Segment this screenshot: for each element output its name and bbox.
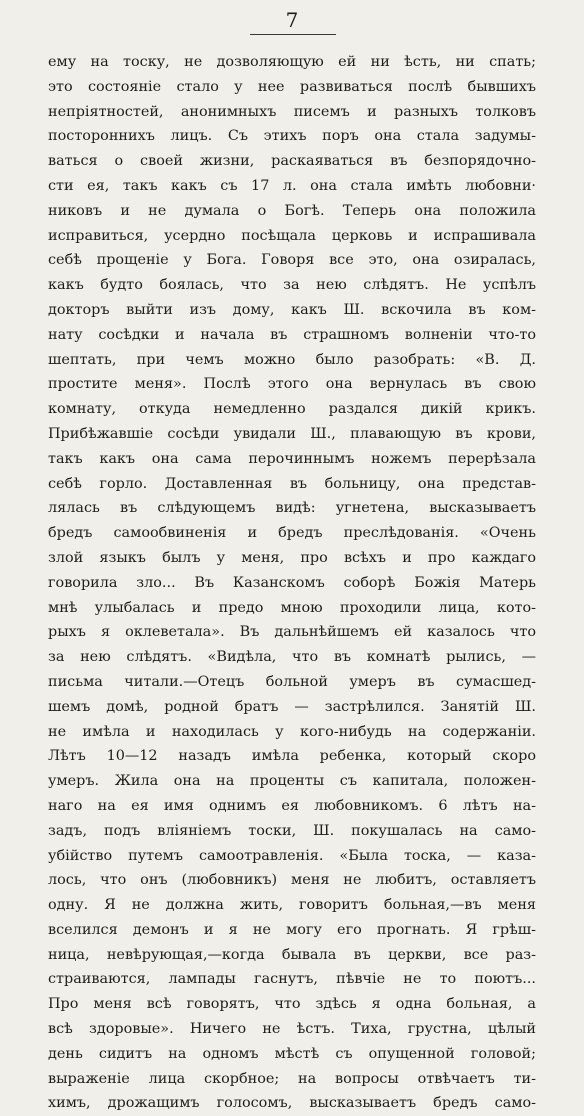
text-line: не имѣла и находилась у кого-нибудь на содержаніи. <box>48 723 536 740</box>
text-line: говорила зло... Въ Казанскомъ соборѣ Божія Матерь <box>48 574 536 591</box>
text-line: одну. Я не должна жить, говоритъ больная,—въ меня <box>48 897 536 914</box>
text-line: такъ какъ она сама перочиннымъ ножемъ перерѣзала <box>48 450 536 467</box>
text-line: себѣ горло. Доставленная въ больницу, она представ- <box>48 475 536 492</box>
text-line: за нею слѣдятъ. «Видѣла, что въ комнатѣ рылись, — <box>48 649 536 666</box>
text-line: шемъ домѣ, родной братъ — застрѣлился. Занятій Ш. <box>48 698 536 715</box>
text-line: ему на тоску, не дозволяющую ей ни ѣсть, ни спать; <box>48 54 536 70</box>
text-line: сти ея, такъ какъ съ 17 л. она стала имѣть любовни· <box>48 177 536 194</box>
text-line: докторъ выйти изъ дому, какъ Ш. вскочила въ ком- <box>48 301 536 318</box>
text-line: злой языкъ былъ у меня, про всѣхъ и про каждаго <box>48 549 536 566</box>
text-line: умеръ. Жила она на проценты съ капитала, положен- <box>48 773 536 790</box>
text-line: рыхъ я оклеветала». Въ дальнѣйшемъ ей казалось что <box>48 624 536 641</box>
text-line: вселился демонъ и я не могу его прогнать. Я грѣш- <box>48 921 536 938</box>
text-line: исправиться, усердно посѣщала церковь и испрашивала <box>48 227 536 244</box>
text-line: простите меня». Послѣ этого она вернулась въ свою <box>48 376 536 393</box>
text-line: убійство путемъ самоотравленія. «Была тоска, — каза- <box>48 847 536 864</box>
text-line: день сидитъ на одномъ мѣстѣ съ опущенной головой; <box>48 1045 536 1062</box>
text-line: Лѣтъ 10—12 назадъ имѣла ребенка, который скоро <box>48 748 536 765</box>
text-line: никовъ и не думала о Богѣ. Теперь она положила <box>48 202 536 219</box>
page-number: 7 <box>285 8 299 32</box>
text-line: всѣ здоровые». Ничего не ѣстъ. Тиха, грустна, цѣлый <box>48 1021 536 1038</box>
text-line: выраженіе лица скорбное; на вопросы отвѣчаетъ ти- <box>48 1070 536 1087</box>
text-line: постороннихъ лицъ. Съ этихъ поръ она стала задумы- <box>48 128 536 145</box>
text-line: химъ, дрожащимъ голосомъ, высказываетъ бредъ само- <box>48 1095 536 1112</box>
body-text <box>48 50 536 1116</box>
text-line: комнату, откуда немедленно раздался дикій крикъ. <box>48 401 536 418</box>
text-line: страиваются, лампады гаснутъ, пѣвчіе не то поютъ... <box>48 971 536 988</box>
text-line: лось, что онъ (любовникъ) меня не любитъ, оставляетъ <box>48 872 536 889</box>
text-line: шептать, при чемъ можно было разобрать: «В. Д. <box>48 351 536 368</box>
text-line: себѣ прощеніе у Бога. Говоря все это, она озиралась, <box>48 252 536 269</box>
text-line: нату сосѣдки и начала въ страшномъ волненіи что-то <box>48 326 536 343</box>
text-line: Прибѣжавшіе сосѣди увидали Ш., плавающую въ крови, <box>48 425 536 442</box>
text-line: лялась въ слѣдующемъ видѣ: угнетена, высказываетъ <box>48 500 536 517</box>
text-line: задъ, подъ вліяніемъ тоски, Ш. покушалась на само- <box>48 822 536 839</box>
text-line: это состояніе стало у нее развиваться послѣ бывшихъ <box>48 78 536 95</box>
text-line: бредъ самообвиненія и бредъ преслѣдованія. «Очень <box>48 525 536 542</box>
text-line: наго на ея имя однимъ ея любовникомъ. 6 лѣтъ на- <box>48 797 536 814</box>
text-line: мнѣ улыбалась и предо мною проходили лица, кото- <box>48 599 536 616</box>
text-line: письма читали.—Отецъ больной умеръ въ сумасшед- <box>48 673 536 690</box>
text-line: какъ будто боялась, что за нею слѣдятъ. Не успѣлъ <box>48 277 536 294</box>
text-line: Про меня всѣ говорятъ, что здѣсь я одна больная, а <box>48 996 536 1013</box>
page-number-underline <box>250 34 336 35</box>
text-line: ваться о своей жизни, раскаяваться въ безпорядочно- <box>48 153 536 170</box>
text-line: ница, невѣрующая,—когда бывала въ церкви, все раз- <box>48 946 536 963</box>
text-line: непріятностей, анонимныхъ писемъ и разныхъ толковъ <box>48 103 536 120</box>
